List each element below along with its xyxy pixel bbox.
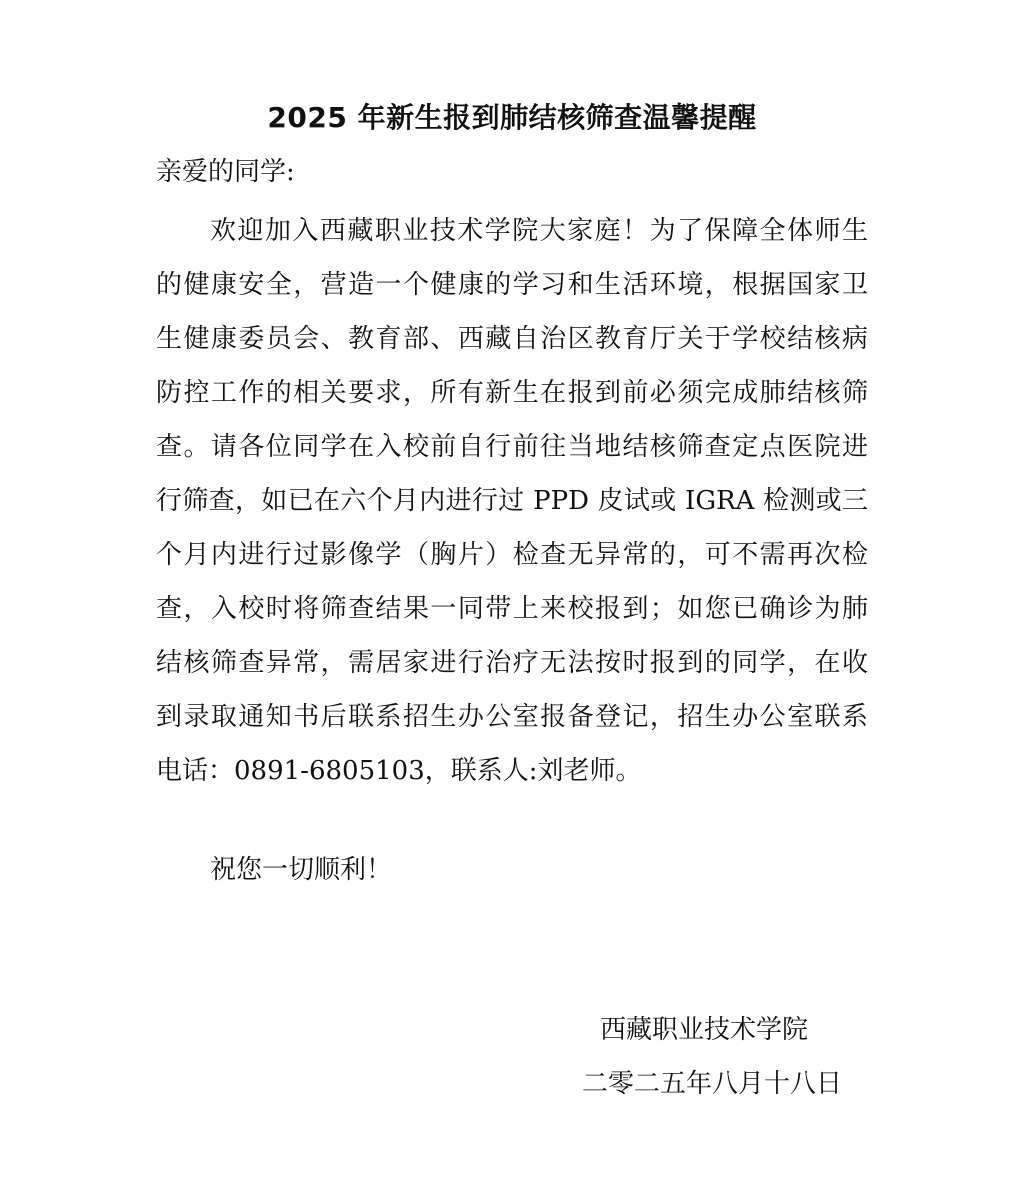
body-line: 结核筛查异常，需居家进行治疗无法按时报到的同学，在收 xyxy=(156,648,868,678)
closing-remark: 祝您一切顺利！ xyxy=(210,855,393,885)
salutation: 亲爱的同学: xyxy=(156,157,295,187)
body-line: 查。请各位同学在入校前自行前往当地结核筛查定点医院进 xyxy=(156,432,868,462)
body-line: 查，入校时将筛查结果一同带上来校报到；如您已确诊为肺 xyxy=(156,594,868,624)
issue-date: 二零二五年八月十八日 xyxy=(582,1069,843,1099)
body-line: 电话：0891-6805103，联系人:刘老师。 xyxy=(156,756,642,786)
body-line: 的健康安全，营造一个健康的学习和生活环境，根据国家卫 xyxy=(156,270,868,300)
signature: 西藏职业技术学院 xyxy=(600,1015,809,1045)
body-line: 防控工作的相关要求，所有新生在报到前必须完成肺结核筛 xyxy=(156,378,868,408)
body-line: 生健康委员会、教育部、西藏自治区教育厅关于学校结核病 xyxy=(156,324,868,354)
body-text xyxy=(156,204,868,798)
body-line: 行筛查，如已在六个月内进行过 PPD 皮试或 IGRA 检测或三 xyxy=(156,486,868,516)
body-line: 欢迎加入西藏职业技术学院大家庭！为了保障全体师生 xyxy=(210,216,868,246)
body-line: 个月内进行过影像学（胸片）检查无异常的，可不需再次检 xyxy=(156,540,868,570)
body-line: 到录取通知书后联系招生办公室报备登记，招生办公室联系 xyxy=(156,702,868,732)
document-title: 2025 年新生报到肺结核筛查温馨提醒 xyxy=(267,101,757,134)
